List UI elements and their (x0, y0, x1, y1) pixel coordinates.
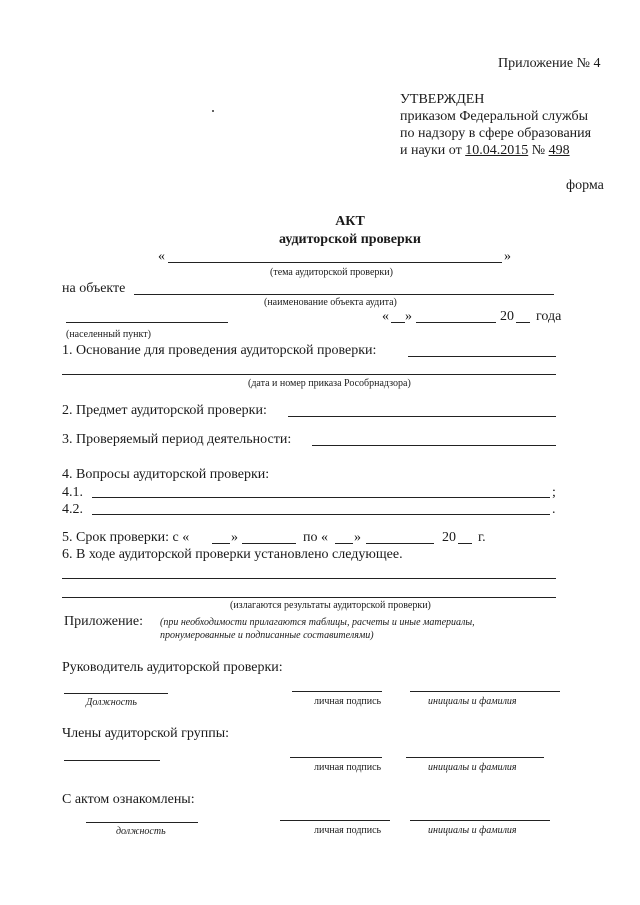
topic-quote-open: « (158, 249, 165, 264)
approved-line-3 (400, 143, 570, 159)
topic-quote-close: » (504, 249, 511, 264)
topic-field[interactable] (168, 262, 502, 263)
settlement-caption: (населенный пункт) (66, 329, 151, 340)
term-year-field[interactable] (458, 543, 472, 544)
approved-num-prefix: № (528, 143, 549, 158)
head-name-caption: инициалы и фамилия (428, 696, 517, 707)
approved-date: 10.04.2015 (465, 143, 529, 158)
section-2-field[interactable] (288, 416, 556, 417)
members-name-caption: инициалы и фамилия (428, 762, 517, 773)
section-1-caption: (дата и номер приказа Рособрнадзора) (248, 378, 411, 389)
section-1-label: 1. Основание для проведения аудиторской проверки: (62, 343, 377, 358)
term-po-label: по « (303, 530, 328, 545)
ack-name-field[interactable] (410, 820, 550, 821)
scan-speck (212, 110, 214, 112)
term-year-prefix: 20 (442, 530, 456, 545)
date-month-field[interactable] (416, 322, 496, 323)
section-3-field[interactable] (312, 445, 556, 446)
term-end-day-field[interactable] (335, 543, 353, 544)
term-start-day-field[interactable] (212, 543, 230, 544)
term-end-month-field[interactable] (366, 543, 434, 544)
results-field-b[interactable] (62, 597, 556, 598)
section-5-prefix: 5. Срок проверки: с « (62, 530, 190, 545)
members-name-field[interactable] (406, 757, 544, 758)
ack-sign-caption: личная подпись (314, 825, 382, 836)
term-start-quote-close: » (231, 530, 238, 545)
section-1-field-a[interactable] (408, 356, 556, 357)
settlement-field[interactable] (66, 322, 228, 323)
date-year-suffix: года (536, 309, 562, 324)
date-day-field[interactable] (391, 322, 405, 323)
head-position-field[interactable] (64, 693, 168, 694)
appendix-number: Приложение № 4 (498, 56, 601, 71)
object-caption: (наименование объекта аудита) (264, 297, 397, 308)
ack-position-caption: должность (116, 826, 166, 837)
date-quote-close: » (405, 309, 412, 324)
term-year-suffix: г. (478, 530, 486, 545)
act-subtitle: аудиторской проверки (279, 232, 421, 247)
appendix-note-line-1: (при необходимости прилагаются таблицы, расчеты и иные материалы, (160, 617, 475, 628)
question-4-2-end: . (552, 502, 556, 517)
approved-line-2: по надзору в сфере образования (400, 126, 592, 141)
ack-title: С актом ознакомлены: (62, 792, 195, 807)
section-6-label: 6. В ходе аудиторской проверки установлено следующее. (62, 547, 403, 562)
head-sign-caption: личная подпись (314, 696, 382, 707)
question-4-1-field[interactable] (92, 497, 550, 498)
appendix-label: Приложение: (64, 614, 144, 629)
section-3-label: 3. Проверяемый период деятельности: (62, 432, 292, 447)
term-start-month-field[interactable] (242, 543, 296, 544)
object-name-field[interactable] (134, 294, 554, 295)
form-label: форма (566, 178, 604, 193)
term-end-quote-close: » (354, 530, 361, 545)
question-4-1-end: ; (552, 485, 556, 500)
head-position-caption: Должность (86, 697, 137, 708)
approved-prefix: и науки от (400, 143, 466, 158)
section-2-label: 2. Предмет аудиторской проверки: (62, 403, 267, 418)
section-1-field-b[interactable] (62, 374, 556, 375)
members-position-field[interactable] (64, 760, 160, 761)
topic-caption: (тема аудиторской проверки) (270, 267, 393, 278)
head-title: Руководитель аудиторской проверки: (62, 660, 283, 675)
approved-line-1: приказом Федеральной службы (400, 109, 588, 124)
members-sign-caption: личная подпись (314, 762, 382, 773)
section-6-caption: (излагаются результаты аудиторской проверки) (230, 600, 431, 611)
ack-name-caption: инициалы и фамилия (428, 825, 517, 836)
results-field-a[interactable] (62, 578, 556, 579)
question-4-2-label: 4.2. (62, 502, 83, 517)
appendix-note-line-2: пронумерованные и подписанные составителями) (160, 630, 374, 641)
object-label: на объекте (62, 281, 126, 296)
date-quote-open: « (382, 309, 389, 324)
question-4-2-field[interactable] (92, 514, 550, 515)
approved-heading: УТВЕРЖДЕН (400, 92, 485, 107)
ack-sign-field[interactable] (280, 820, 390, 821)
date-year-prefix: 20 (500, 309, 514, 324)
question-4-1-label: 4.1. (62, 485, 83, 500)
section-4-label: 4. Вопросы аудиторской проверки: (62, 467, 270, 482)
head-name-field[interactable] (410, 691, 560, 692)
head-sign-field[interactable] (292, 691, 382, 692)
members-title: Члены аудиторской группы: (62, 726, 230, 741)
ack-position-field[interactable] (86, 822, 198, 823)
members-sign-field[interactable] (290, 757, 382, 758)
approved-number: 498 (548, 143, 570, 158)
date-year-field[interactable] (516, 322, 530, 323)
act-title: АКТ (335, 214, 365, 229)
